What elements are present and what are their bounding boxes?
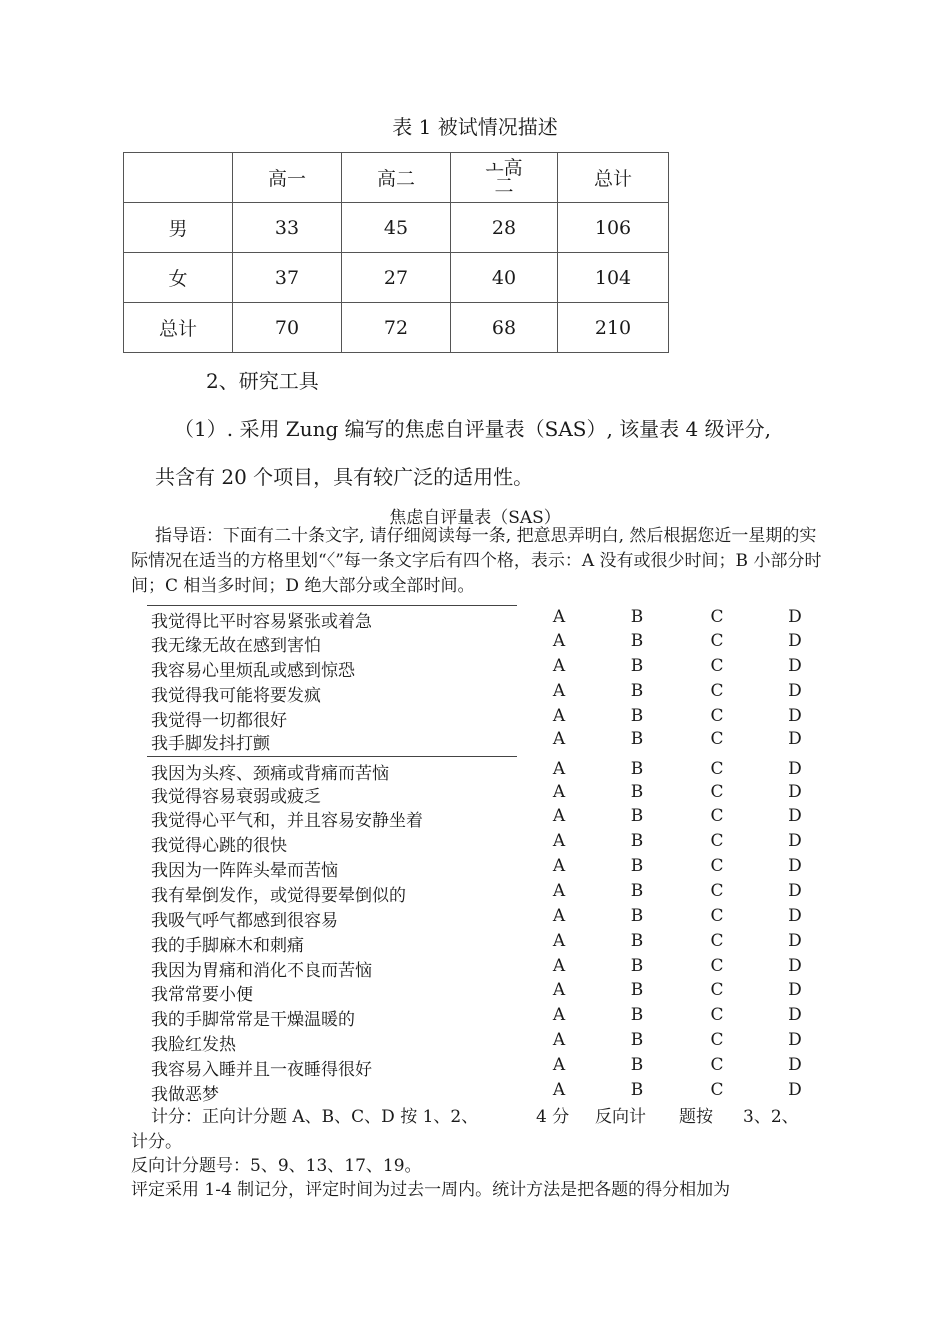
table-header-cell: 高二 xyxy=(342,153,451,203)
table-row xyxy=(124,253,669,303)
sas-option-d[interactable]: D xyxy=(788,956,802,976)
sas-option-d[interactable]: D xyxy=(788,782,802,802)
sas-option-b[interactable]: B xyxy=(630,656,644,676)
table-header-cell: 高一 xyxy=(233,153,342,203)
sas-option-a[interactable]: A xyxy=(552,631,566,651)
sas-option-b[interactable]: B xyxy=(630,1080,644,1100)
table-header-cell xyxy=(124,153,233,203)
sas-item-row xyxy=(0,906,950,930)
sas-option-d[interactable]: D xyxy=(788,881,802,901)
sas-option-c[interactable]: C xyxy=(710,1080,724,1100)
sas-option-a[interactable]: A xyxy=(552,931,566,951)
sas-item-row xyxy=(0,956,950,980)
sas-item-row xyxy=(0,1005,950,1029)
sas-option-a[interactable]: A xyxy=(552,881,566,901)
sas-item-row xyxy=(0,881,950,905)
sas-option-a[interactable]: A xyxy=(552,681,566,701)
sas-option-c[interactable]: C xyxy=(710,681,724,701)
table-cell: 女 xyxy=(124,253,233,303)
sas-item-row xyxy=(0,607,950,631)
sas-item-text: 我觉得容易衰弱或疲乏 xyxy=(151,787,321,807)
table-header-gao3 xyxy=(485,156,523,197)
sas-option-c[interactable]: C xyxy=(710,631,724,651)
sas-item-text: 我手脚发抖打颤 xyxy=(151,734,270,754)
gao3-bottom: 二 xyxy=(494,174,514,197)
sas-item-text: 我的手脚常常是干燥温暖的 xyxy=(151,1010,355,1030)
section-heading: 2、研究工具 xyxy=(206,369,319,393)
sas-option-c[interactable]: C xyxy=(710,931,724,951)
sas-item-text: 我因为胃痛和消化不良而苦恼 xyxy=(151,961,372,981)
sas-item-row xyxy=(0,1055,950,1079)
table-cell: 27 xyxy=(342,253,451,303)
sas-item-text: 我因为一阵阵头晕而苦恼 xyxy=(151,861,338,881)
table-cell: 33 xyxy=(233,203,342,253)
sas-item-row xyxy=(0,631,950,655)
sas-item-text: 我常常要小便 xyxy=(151,985,253,1005)
sas-option-b[interactable]: B xyxy=(630,681,644,701)
table-cell: 28 xyxy=(451,203,558,253)
sas-option-d[interactable]: D xyxy=(788,1030,802,1050)
sas-instruction: 指导语：下面有二十条文字, 请仔细阅读每一条, 把意思弄明白, 然后根据您近一星期的实际情况在适当的方格里划“〈”每一条文字后有四个格，表示：A 没有或很少时间；B 小部分时间；C 相当多时间；D 绝大部分或全部时间。 xyxy=(131,526,822,596)
sas-option-b[interactable]: B xyxy=(630,1005,644,1025)
scoring-line1-d: 题按 xyxy=(679,1107,713,1127)
table-header-cell-gao3 xyxy=(451,153,558,203)
table-title: 表 1 被试情况描述 xyxy=(392,115,558,139)
sas-item-text: 我脸红发热 xyxy=(151,1035,236,1055)
sas-option-c[interactable]: C xyxy=(710,1005,724,1025)
scoring-line1-e: 3、2、 xyxy=(743,1107,799,1127)
gao3-top: ㅗ高 xyxy=(485,156,523,179)
sas-option-c[interactable]: C xyxy=(710,831,724,851)
sas-option-a[interactable]: A xyxy=(552,1030,566,1050)
section-paragraph-line2: 共含有 20 个项目，具有较广泛的适用性。 xyxy=(155,465,534,489)
sas-title: 焦虑自评量表（SAS） xyxy=(389,508,561,528)
sas-option-c[interactable]: C xyxy=(710,881,724,901)
table-cell: 68 xyxy=(451,303,558,353)
sas-option-b[interactable]: B xyxy=(630,956,644,976)
scoring-line1-b: 4 分 xyxy=(536,1107,570,1127)
sas-item-row xyxy=(0,656,950,680)
sas-option-c[interactable]: C xyxy=(710,782,724,802)
sas-option-d[interactable]: D xyxy=(788,980,802,1000)
sas-item-text: 我有晕倒发作，或觉得要晕倒似的 xyxy=(151,886,406,906)
divider-line xyxy=(147,756,517,757)
sas-option-b[interactable]: B xyxy=(630,759,644,779)
sas-option-c[interactable]: C xyxy=(710,806,724,826)
sas-option-a[interactable]: A xyxy=(552,1055,566,1075)
table-row xyxy=(124,203,669,253)
sas-option-b[interactable]: B xyxy=(630,631,644,651)
sas-option-d[interactable]: D xyxy=(788,831,802,851)
sas-option-c[interactable]: C xyxy=(710,759,724,779)
sas-option-a[interactable]: A xyxy=(552,1080,566,1100)
sas-option-b[interactable]: B xyxy=(630,906,644,926)
sas-option-b[interactable]: B xyxy=(630,831,644,851)
sas-item-text: 我觉得我可能将要发疯 xyxy=(151,686,321,706)
sas-option-d[interactable]: D xyxy=(788,856,802,876)
sas-option-c[interactable]: C xyxy=(710,906,724,926)
table-cell: 210 xyxy=(558,303,669,353)
sas-option-b[interactable]: B xyxy=(630,607,644,627)
sas-option-a[interactable]: A xyxy=(552,856,566,876)
sas-option-d[interactable]: D xyxy=(788,607,802,627)
sas-option-c[interactable]: C xyxy=(710,856,724,876)
sas-item-row xyxy=(0,759,950,783)
table-header-row xyxy=(124,153,669,203)
sas-item-text: 我因为头疼、颈痛或背痛而苦恼 xyxy=(151,764,389,784)
table-cell: 70 xyxy=(233,303,342,353)
sas-option-d[interactable]: D xyxy=(788,1005,802,1025)
sas-item-row xyxy=(0,706,950,730)
sas-option-c[interactable]: C xyxy=(710,656,724,676)
sas-item-text: 我无缘无故在感到害怕 xyxy=(151,636,321,656)
table-cell: 104 xyxy=(558,253,669,303)
sas-option-a[interactable]: A xyxy=(552,656,566,676)
sas-item-row xyxy=(0,1030,950,1054)
sas-option-b[interactable]: B xyxy=(630,729,644,749)
sas-option-c[interactable]: C xyxy=(710,729,724,749)
sas-option-c[interactable]: C xyxy=(710,956,724,976)
sas-option-b[interactable]: B xyxy=(630,856,644,876)
sas-option-c[interactable]: C xyxy=(710,980,724,1000)
table-cell: 106 xyxy=(558,203,669,253)
sas-option-d[interactable]: D xyxy=(788,706,802,726)
sas-option-d[interactable]: D xyxy=(788,1055,802,1075)
divider-line xyxy=(147,605,517,606)
table-cell: 男 xyxy=(124,203,233,253)
sas-option-d[interactable]: D xyxy=(788,906,802,926)
table-cell: 72 xyxy=(342,303,451,353)
sas-option-b[interactable]: B xyxy=(630,980,644,1000)
sas-option-a[interactable]: A xyxy=(552,759,566,779)
sas-item-text: 我吸气呼气都感到很容易 xyxy=(151,911,338,931)
sas-option-d[interactable]: D xyxy=(788,631,802,651)
sas-item-row xyxy=(0,806,950,830)
sas-option-c[interactable]: C xyxy=(710,706,724,726)
sas-item-row xyxy=(0,980,950,1004)
sas-item-row xyxy=(0,831,950,855)
sas-option-b[interactable]: B xyxy=(630,806,644,826)
sas-option-b[interactable]: B xyxy=(630,1055,644,1075)
table-row xyxy=(124,303,669,353)
table-cell: 45 xyxy=(342,203,451,253)
table-header-cell: 总计 xyxy=(558,153,669,203)
scoring-line1-c: 反向计 xyxy=(595,1107,646,1127)
scoring-method: 评定采用 1-4 制记分，评定时间为过去一周内。统计方法是把各题的得分相加为 xyxy=(131,1180,731,1200)
sas-option-a[interactable]: A xyxy=(552,782,566,802)
table-cell: 40 xyxy=(451,253,558,303)
sas-option-a[interactable]: A xyxy=(552,806,566,826)
sas-item-text: 我觉得比平时容易紧张或着急 xyxy=(151,612,372,632)
table-cell: 37 xyxy=(233,253,342,303)
sas-option-d[interactable]: D xyxy=(788,759,802,779)
sas-option-b[interactable]: B xyxy=(630,881,644,901)
sas-item-row xyxy=(0,729,950,753)
sas-option-d[interactable]: D xyxy=(788,806,802,826)
sas-option-b[interactable]: B xyxy=(630,931,644,951)
table-cell: 总计 xyxy=(124,303,233,353)
sas-option-b[interactable]: B xyxy=(630,782,644,802)
sas-item-text: 我觉得心跳的很快 xyxy=(151,836,287,856)
sas-item-row xyxy=(0,931,950,955)
sas-option-c[interactable]: C xyxy=(710,1055,724,1075)
sas-option-b[interactable]: B xyxy=(630,706,644,726)
sas-option-c[interactable]: C xyxy=(710,1030,724,1050)
sas-option-a[interactable]: A xyxy=(552,706,566,726)
sas-option-a[interactable]: A xyxy=(552,956,566,976)
sas-option-a[interactable]: A xyxy=(552,906,566,926)
sas-item-text: 我容易入睡并且一夜睡得很好 xyxy=(151,1060,372,1080)
sas-item-text: 我的手脚麻木和刺痛 xyxy=(151,936,304,956)
sas-option-a[interactable]: A xyxy=(552,607,566,627)
sas-option-b[interactable]: B xyxy=(630,1030,644,1050)
sas-item-row xyxy=(0,856,950,880)
sas-option-a[interactable]: A xyxy=(552,1005,566,1025)
sas-option-d[interactable]: D xyxy=(788,729,802,749)
sas-item-text: 我做恶梦 xyxy=(151,1085,219,1105)
sas-option-a[interactable]: A xyxy=(552,831,566,851)
subject-table xyxy=(123,152,669,353)
sas-option-a[interactable]: A xyxy=(552,980,566,1000)
sas-option-d[interactable]: D xyxy=(788,931,802,951)
sas-item-text: 我觉得一切都很好 xyxy=(151,711,287,731)
sas-option-d[interactable]: D xyxy=(788,1080,802,1100)
sas-item-row xyxy=(0,1080,950,1104)
scoring-line1-a: 计分：正向计分题 A、B、C、D 按 1、2、 xyxy=(151,1107,479,1127)
scoring-line2: 计分。 xyxy=(131,1132,182,1152)
sas-item-row xyxy=(0,782,950,806)
scoring-reverse-items: 反向计分题号：5、9、13、17、19。 xyxy=(131,1156,422,1176)
sas-option-d[interactable]: D xyxy=(788,656,802,676)
section-paragraph-line1: （1）. 采用 Zung 编写的焦虑自评量表（SAS）, 该量表 4 级评分, xyxy=(174,417,771,441)
sas-option-c[interactable]: C xyxy=(710,607,724,627)
sas-item-row xyxy=(0,681,950,705)
sas-option-a[interactable]: A xyxy=(552,729,566,749)
sas-item-text: 我觉得心平气和，并且容易安静坐着 xyxy=(151,811,423,831)
sas-option-d[interactable]: D xyxy=(788,681,802,701)
sas-item-text: 我容易心里烦乱或感到惊恐 xyxy=(151,661,355,681)
